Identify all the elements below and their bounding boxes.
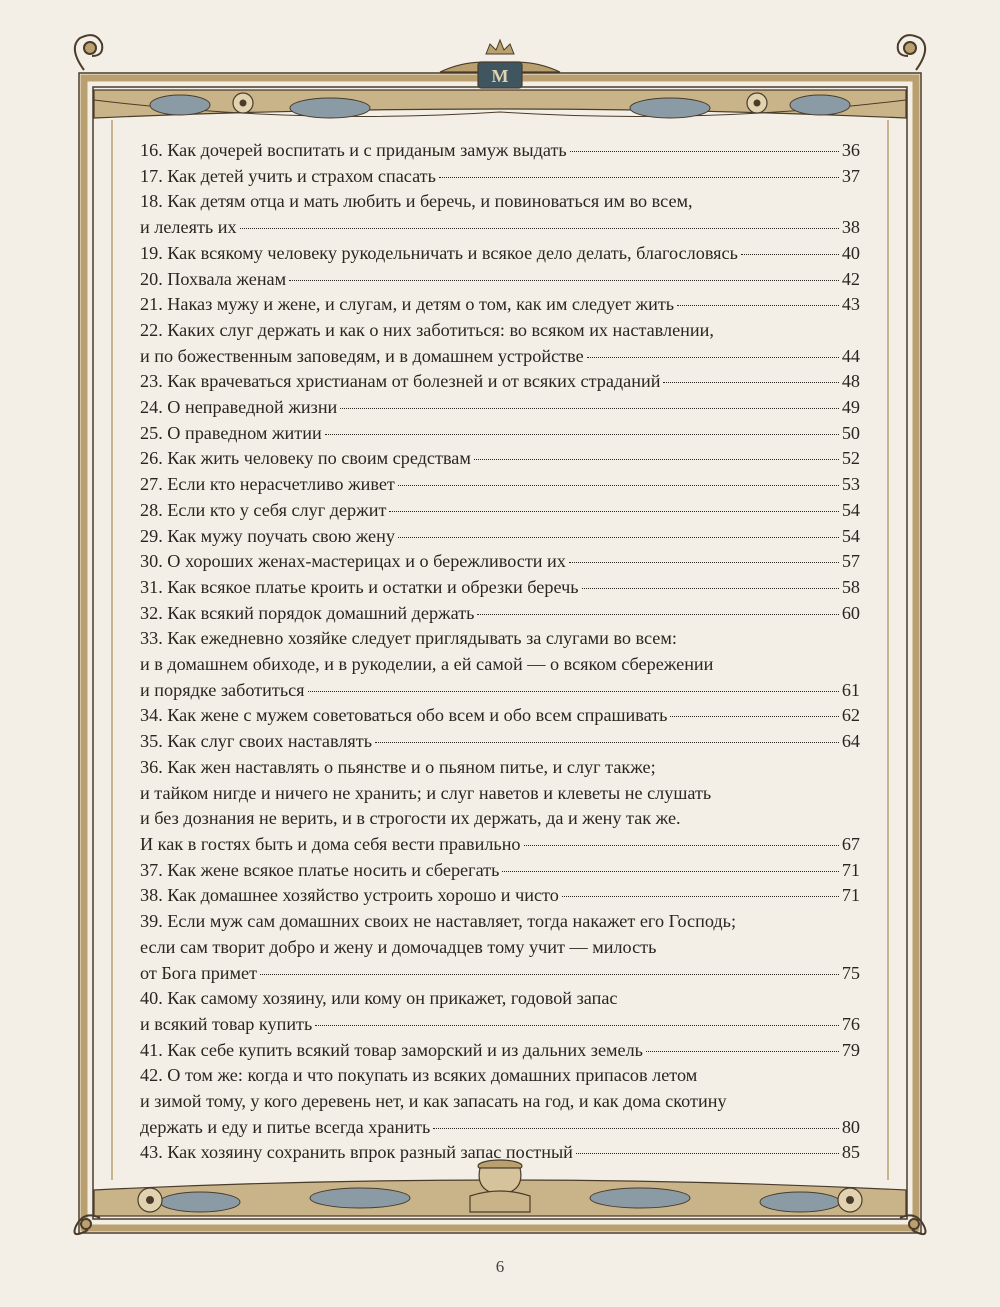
toc-entry-title-line: 18. Как детям отца и мать любить и беречь, и повиноваться им во всем, <box>140 191 693 212</box>
table-of-contents <box>140 138 860 1166</box>
toc-entry-title-line: 17. Как детей учить и страхом спасать <box>140 165 436 186</box>
dot-leader <box>524 845 839 846</box>
toc-entry-last-line <box>140 1140 860 1166</box>
toc-entry-title-line: 23. Как врачеваться христианам от болезней и от всяких страданий <box>140 371 661 392</box>
toc-entry-title-line: 24. О неправедной жизни <box>140 397 338 418</box>
toc-entry-last-line <box>140 1115 860 1141</box>
toc-entry <box>140 626 860 703</box>
toc-entry <box>140 524 860 550</box>
toc-page-number: 85 <box>841 1142 860 1163</box>
page-number: 6 <box>495 1257 505 1276</box>
toc-entry <box>140 575 860 601</box>
toc-page-number: 61 <box>841 679 860 700</box>
toc-entry-last-line <box>140 395 860 421</box>
toc-page-number: 40 <box>841 242 860 263</box>
toc-page-number: 53 <box>841 474 860 495</box>
toc-entry-title-line: если сам творит добро и жену и домочадцев тому учит — милость <box>140 936 657 957</box>
dot-leader <box>677 305 839 306</box>
dot-leader <box>582 588 839 589</box>
toc-entry-last-line <box>140 498 860 524</box>
dot-leader <box>502 871 838 872</box>
toc-entry <box>140 292 860 318</box>
toc-entry-title-line: 38. Как домашнее хозяйство устроить хорошо и чисто <box>140 885 559 906</box>
toc-entry-title-line: 40. Как самому хозяину, или кому он прикажет, годовой запас <box>140 988 618 1009</box>
toc-entry-title-line: 34. Как жене с мужем советоваться обо всем и обо всем спрашивать <box>140 705 668 726</box>
toc-entry-last-line <box>140 858 860 884</box>
toc-entry-title-line: 36. Как жен наставлять о пьянстве и о пьяном питье, и слуг также; <box>140 756 656 777</box>
toc-entry <box>140 318 860 369</box>
toc-entry-title-line: и без дознания не верить, и в строгости их держать, да и жену так же. <box>140 808 681 829</box>
toc-entry-title-line: 32. Как всякий порядок домашний держать <box>140 602 475 623</box>
toc-entry-last-line <box>140 524 860 550</box>
dot-leader <box>289 280 839 281</box>
toc-page-number: 67 <box>841 833 860 854</box>
dot-leader <box>433 1128 839 1129</box>
toc-entry-title-line: от Бога примет <box>140 962 258 983</box>
toc-entry <box>140 1038 860 1064</box>
toc-page-number: 49 <box>841 397 860 418</box>
toc-page-number: 43 <box>841 294 860 315</box>
toc-entry-last-line <box>140 472 860 498</box>
toc-entry-last-line <box>140 601 860 627</box>
dot-leader <box>375 742 839 743</box>
dot-leader <box>240 228 839 229</box>
toc-entry <box>140 909 860 986</box>
toc-page-number: 38 <box>841 217 860 238</box>
dot-leader <box>646 1051 839 1052</box>
toc-entry-last-line <box>140 344 860 370</box>
toc-entry-last-line <box>140 961 860 987</box>
dot-leader <box>663 382 838 383</box>
toc-page-number: 57 <box>841 551 860 572</box>
dot-leader <box>308 691 839 692</box>
dot-leader <box>340 408 839 409</box>
dot-leader <box>325 434 839 435</box>
toc-entry-last-line <box>140 1038 860 1064</box>
dot-leader <box>741 254 839 255</box>
toc-entry-last-line <box>140 832 860 858</box>
toc-entry-last-line <box>140 267 860 293</box>
toc-entry-last-line <box>140 1012 860 1038</box>
toc-entry <box>140 498 860 524</box>
toc-entry-title-line: 35. Как слуг своих наставлять <box>140 731 373 752</box>
toc-entry-last-line <box>140 446 860 472</box>
dot-leader <box>260 974 839 975</box>
toc-entry-title-line: и по божественным заповедям, и в домашнем устройстве <box>140 345 584 366</box>
dot-leader <box>562 896 839 897</box>
toc-page-number: 54 <box>841 525 860 546</box>
dot-leader <box>570 151 839 152</box>
toc-entry-title-line: 28. Если кто у себя слуг держит <box>140 499 387 520</box>
toc-entry-title-line: 20. Похвала женам <box>140 268 287 289</box>
toc-entry <box>140 703 860 729</box>
toc-entry <box>140 858 860 884</box>
toc-page-number: 36 <box>841 140 860 160</box>
toc-page-number: 42 <box>841 268 860 289</box>
toc-page-number: 71 <box>841 859 860 880</box>
toc-entry-title-line: 29. Как мужу поучать свою жену <box>140 525 395 546</box>
toc-page-number: 37 <box>841 165 860 186</box>
dot-leader <box>477 614 838 615</box>
monogram: M <box>491 66 509 86</box>
toc-entry-title-line: 41. Как себе купить всякий товар заморский и из дальних земель <box>140 1039 643 1060</box>
toc-entry-title-line: и в домашнем обиходе, и в рукоделии, а ей самой — о всяком сбережении <box>140 654 714 675</box>
toc-entry-last-line <box>140 883 860 909</box>
toc-page-number: 60 <box>841 602 860 623</box>
toc-entry-title-line: 33. Как ежедневно хозяйке следует приглядывать за слугами во всем: <box>140 628 677 649</box>
toc-entry <box>140 986 860 1037</box>
toc-entry-last-line <box>140 575 860 601</box>
toc-entry <box>140 138 860 164</box>
toc-entry-title-line: 21. Наказ мужу и жене, и слугам, и детям о том, как им следует жить <box>140 294 675 315</box>
toc-entry <box>140 883 860 909</box>
toc-page-number: 54 <box>841 499 860 520</box>
toc-entry-last-line <box>140 729 860 755</box>
toc-page-number: 64 <box>841 731 860 752</box>
toc-entry <box>140 241 860 267</box>
toc-entry-title-line: и тайком нигде и ничего не хранить; и слуг наветов и клеветы не слушать <box>140 782 712 803</box>
toc-entry-title-line: и лелеять их <box>140 217 237 238</box>
toc-page-number: 62 <box>841 705 860 726</box>
dot-leader <box>670 716 838 717</box>
toc-entry-last-line <box>140 241 860 267</box>
toc-entry-last-line <box>140 138 860 164</box>
toc-entry-last-line <box>140 164 860 190</box>
top-left-scroll <box>75 35 102 70</box>
toc-entry-title-line: и всякий товар купить <box>140 1013 313 1034</box>
dot-leader <box>398 485 839 486</box>
toc-entry-title-line: держать и еду и питье всегда хранить <box>140 1116 431 1137</box>
toc-entry-last-line <box>140 369 860 395</box>
toc-entry <box>140 755 860 858</box>
toc-entry <box>140 164 860 190</box>
dot-leader <box>389 511 838 512</box>
toc-page-number: 58 <box>841 576 860 597</box>
toc-entry-title-line: 16. Как дочерей воспитать и с приданым замуж выдать <box>140 140 567 160</box>
toc-entry-last-line <box>140 678 860 704</box>
toc-page-number: 75 <box>841 962 860 983</box>
toc-entry-title-line: 22. Каких слуг держать и как о них заботиться: во всяком их наставлении, <box>140 319 714 340</box>
toc-page-number: 79 <box>841 1039 860 1060</box>
toc-entry <box>140 369 860 395</box>
dot-leader <box>569 562 839 563</box>
toc-entry <box>140 267 860 293</box>
toc-entry-title-line: 37. Как жене всякое платье носить и сберегать <box>140 859 500 880</box>
toc-entry <box>140 549 860 575</box>
toc-entry-title-line: 27. Если кто нерасчетливо живет <box>140 474 395 495</box>
toc-entry <box>140 189 860 240</box>
toc-entry <box>140 729 860 755</box>
toc-entry-title-line: 26. Как жить человеку по своим средствам <box>140 448 471 469</box>
toc-entry-title-line: 42. О том же: когда и что покупать из всяких домашних припасов летом <box>140 1065 698 1086</box>
toc-entry <box>140 421 860 447</box>
toc-entry-title-line: 25. О праведном житии <box>140 422 322 443</box>
toc-page-number: 52 <box>841 448 860 469</box>
dot-leader <box>576 1153 839 1154</box>
toc-entry-title-line: 30. О хороших женах-мастерицах и о бережливости их <box>140 551 566 572</box>
toc-page-number: 44 <box>841 345 860 366</box>
top-right-scroll <box>898 35 925 70</box>
toc-entry-title-line: 43. Как хозяину сохранить впрок разный запас постный <box>140 1142 573 1163</box>
dot-leader <box>587 357 839 358</box>
dot-leader <box>474 459 839 460</box>
toc-entry <box>140 601 860 627</box>
toc-entry-last-line <box>140 549 860 575</box>
toc-page-number: 48 <box>841 371 860 392</box>
dot-leader <box>398 537 839 538</box>
top-ornament-band <box>94 90 906 118</box>
toc-entry <box>140 446 860 472</box>
toc-entry <box>140 395 860 421</box>
toc-entry-title-line: и зимой тому, у кого деревень нет, и как запасать на год, и как дома скотину <box>140 1091 727 1112</box>
dot-leader <box>439 177 839 178</box>
toc-entry-title-line: И как в гостях быть и дома себя вести правильно <box>140 833 521 854</box>
dot-leader <box>315 1025 839 1026</box>
toc-entry-title-line: и порядке заботиться <box>140 679 305 700</box>
toc-entry-last-line <box>140 703 860 729</box>
toc-entry <box>140 1063 860 1140</box>
toc-page-number: 76 <box>841 1013 860 1034</box>
toc-entry <box>140 1140 860 1166</box>
toc-entry-last-line <box>140 292 860 318</box>
toc-entry-title-line: 31. Как всякое платье кроить и остатки и обрезки беречь <box>140 576 579 597</box>
toc-entry-title-line: 39. Если муж сам домашних своих не наставляет, тогда накажет его Господь; <box>140 911 737 932</box>
toc-entry-last-line <box>140 215 860 241</box>
toc-page-number: 50 <box>841 422 860 443</box>
toc-entry <box>140 472 860 498</box>
toc-entry-last-line <box>140 421 860 447</box>
toc-entry-title-line: 19. Как всякому человеку рукодельничать и всякое дело делать, благословясь <box>140 242 738 263</box>
toc-page-number: 80 <box>841 1116 860 1137</box>
toc-page-number: 71 <box>841 885 860 906</box>
